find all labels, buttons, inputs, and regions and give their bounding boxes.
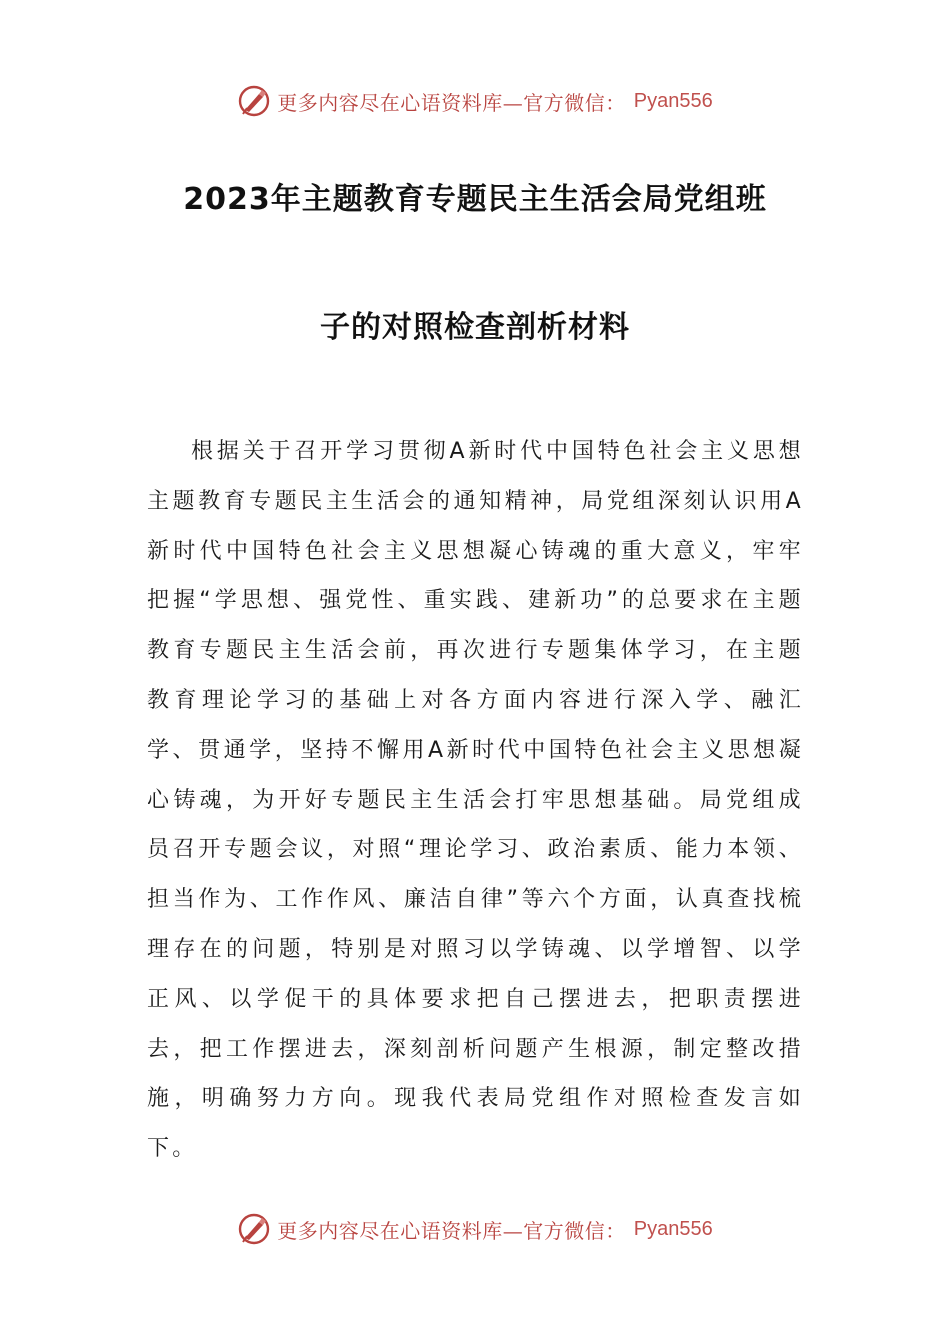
watermark-text: 更多内容尽在心语资料库—官方微信： — [277, 1218, 626, 1243]
watermark-text: 更多内容尽在心语资料库—官方微信： — [277, 90, 626, 115]
header-watermark — [0, 84, 950, 118]
body-paragraph: 根据关于召开学习贯彻A新时代中国特色社会主义思想主题教育专题民主生活会的通知精神，局党组深刻认识用A新时代中国特色社会主义思想凝心铸魂的重大意义，牢牢把握“学思想、强党性、重实践、建新功”的总要求在主题教育专题民主生活会前，再次进行专题集体学习，在主题教育理论学习的基础上对各方面内容进行深入学、融汇学、贯通学，坚持不懈用A新时代中国特色社会主义思想凝心铸魂，为开好专题民主生活会打牢思想基础。局党组成员召开专题会议，对照“理论学习、政治素质、能力本领、担当作为、工作作风、廉洁自律”等六个方面，认真查找梳理存在的问题，特别是对照习以学铸魂、以学增智、以学正风、以学促干的具体要求把自己摆进去，把职责摆进去，把工作摆进去，深刻剖析问题产生根源，制定整改措施，明确努力方向。现我代表局党组作对照检查发言如下。 — [147, 439, 804, 1162]
pen-logo-icon — [237, 1212, 271, 1246]
document-title-line-2: 子的对照检查剖析材料 — [320, 310, 630, 345]
watermark-wechat-id: Pyan556 — [633, 1217, 713, 1240]
footer-watermark — [0, 1212, 950, 1246]
watermark-wechat-id: Pyan556 — [633, 89, 713, 112]
pen-logo-icon — [237, 84, 271, 118]
document-title-line-1: 2023年主题教育专题民主生活会局党组班 — [183, 182, 767, 217]
